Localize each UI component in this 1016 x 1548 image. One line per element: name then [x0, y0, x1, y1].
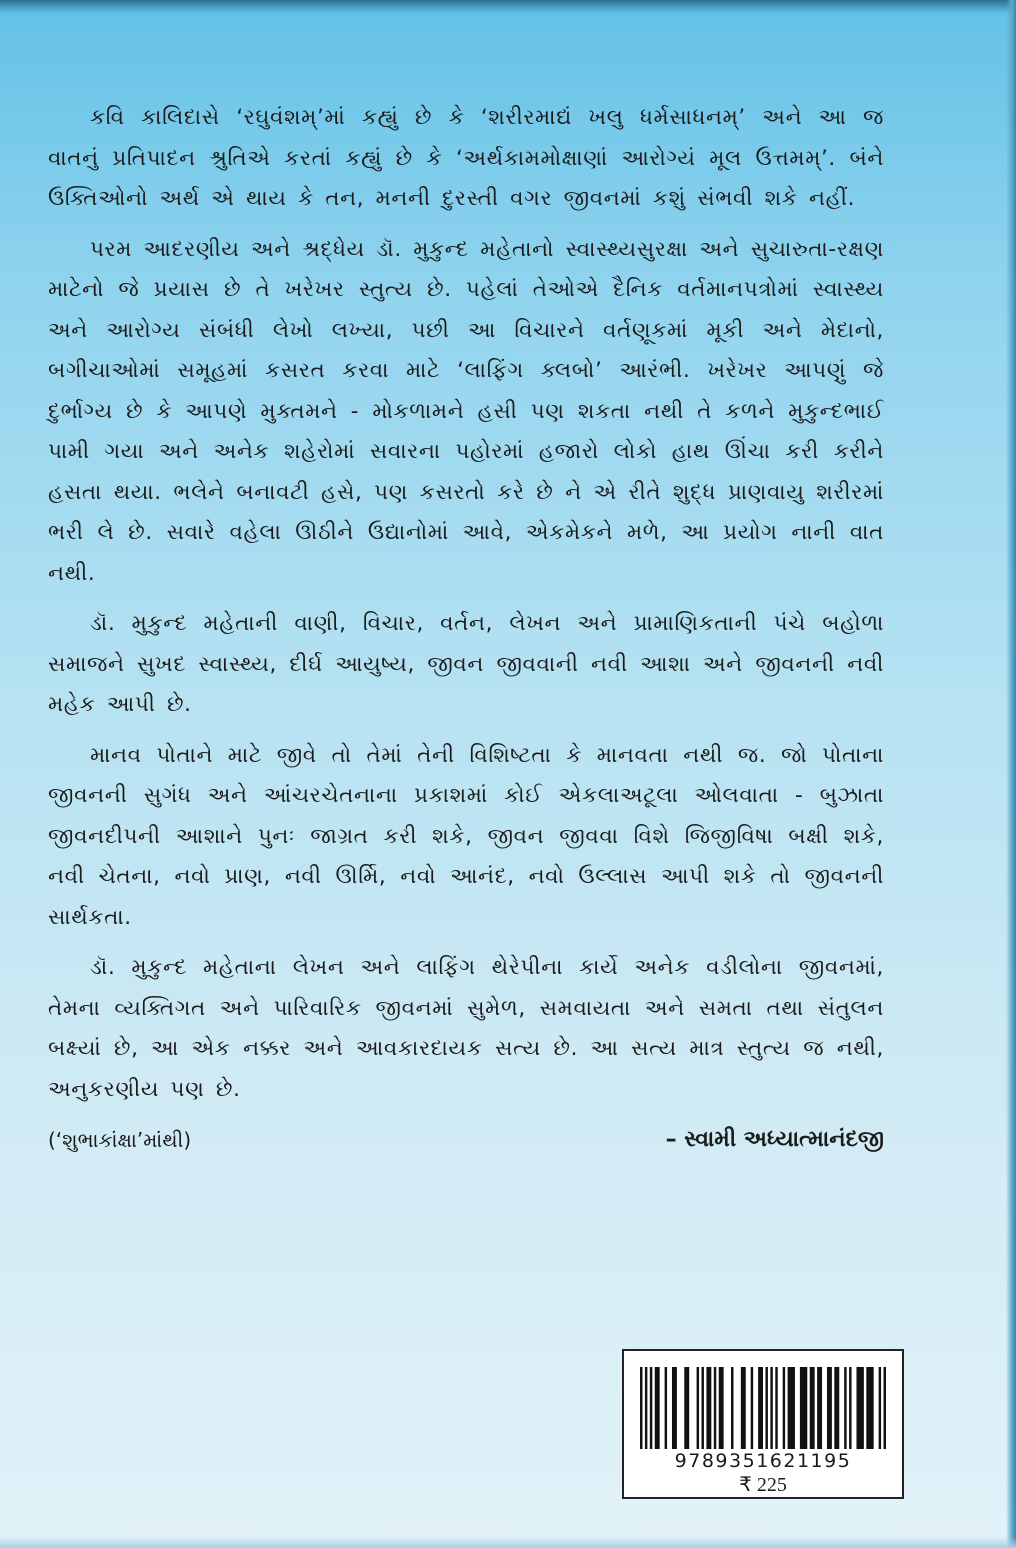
- blurb-text: [48, 98, 884, 1120]
- book-top-edge: [0, 0, 1016, 14]
- barcode-bar: [719, 1367, 724, 1449]
- barcode-bar: [645, 1367, 647, 1449]
- barcode-bar: [714, 1367, 716, 1449]
- barcode-bar: [817, 1367, 822, 1449]
- barcode-bar: [665, 1367, 667, 1449]
- paragraph-3: ડૉ. મુકુન્દ મહેતાની વાણી, વિચાર, વર્તન, લેખન અને પ્રામાણિકતાની પંચે બહોળા સમાજને સુખદ સ્વાસ્થ્ય, દીર્ઘ આયુષ્ય, જીવન જીવવાની નવી આશા અને જીવનની નવી મહેક આપી છે.: [48, 611, 884, 717]
- attribution-row: [48, 1120, 884, 1160]
- barcode-bar: [783, 1367, 785, 1449]
- barcode-bar: [827, 1367, 832, 1449]
- barcode-bar: [866, 1367, 873, 1449]
- barcode-sticker: [622, 1349, 904, 1499]
- paragraph-2: પરમ આદરણીય અને શ્રદ્ધેય ડૉ. મુકુન્દ મહેતાનો સ્વાસ્થ્યસુરક્ષા અને સુચારુતા-રક્ષણ માટેનો જે પ્રયાસ છે તે ખરેખર સ્તુત્ય છે. પહેલાં તેઓએ દૈનિક વર્તમાનપત્રોમાં સ્વાસ્થ્ય અને આરોગ્ય સંબંધી લેખો લખ્યા, પછી આ વિચારને વર્તણૂકમાં મૂકી અને મેદાનો, બગીચાઓમાં સમૂહમાં કસરત કરવા માટે ‘લાફિંગ ક્લબો’ આરંભી. ખરેખર આપણું જે દુર્ભાગ્ય છે કે આપણે મુક્તમને - મોકળામને હસી પણ શકતા નથી તે કળને મુકુન્દભાઈ પામી ગયા અને અનેક શહેરોમાં સવારના પહોરમાં હજારો લોકો હાથ ઊંચા કરી કરીને હસતા થયા. ભલેને બનાવટી હસે, પણ કસરતો કરે છે ને એ રીતે શુદ્ધ પ્રાણવાયુ શરીરમાં ભરી લે છે. સવારે વહેલા ઊઠીને ઉદ્યાનોમાં આવે, એકમેકને મળે, આ પ્રયોગ નાની વાત નથી.: [48, 236, 884, 586]
- barcode-bar: [640, 1367, 642, 1449]
- source-note: (‘શુભાકાંક્ષા’માંથી): [48, 1128, 192, 1152]
- paragraph-1: કવિ કાલિદાસે ‘રઘુવંશમ્’માં કહ્યું છે કે ‘શરીરમાદ્યં ખલુ ધર્મસાધનમ્’ અને આ જ વાતનું પ્રતિપાદન શ્રુતિએ કરતાં કહ્યું છે કે ‘અર્થકામમોક્ષાણાં આરોગ્યં મૂલ ઉત્તમમ્’. બંને ઉક્તિઓનો અર્થ એ થાય કે તન, મનની દુરસ્તી વગર જીવનમાં કશું સંભવી શકે નહીં.: [48, 105, 884, 211]
- barcode-bar: [706, 1367, 711, 1449]
- isbn-number: 9789351621195: [674, 1450, 852, 1472]
- barcode-bar: [856, 1367, 863, 1449]
- barcode-bar: [697, 1367, 699, 1449]
- barcode-bar: [810, 1367, 815, 1449]
- barcode-bar: [849, 1367, 851, 1449]
- barcode-bar: [741, 1367, 746, 1449]
- barcode-bar: [684, 1367, 689, 1449]
- barcode-bar: [731, 1367, 733, 1449]
- barcode-bar: [834, 1367, 839, 1449]
- book-spine-edge: [1006, 0, 1016, 1548]
- barcode-bar: [655, 1367, 660, 1449]
- barcode-bar: [775, 1367, 777, 1449]
- paragraph-5: ડૉ. મુકુન્દ મહેતાના લેખન અને લાફિંગ થેરેપીના કાર્યે અનેક વડીલોના જીવનમાં, તેમના વ્યક્તિગત અને પારિવારિક જીવનમાં સુમેળ, સમવાયતા અને સમતા તથા સંતુલન બક્ષ્યાં છે, આ એક નક્કર અને આવકારદાયક સત્ય છે. આ સત્ય માત્ર સ્તુત્ય જ નથી, અનુકરણીય પણ છે.: [48, 955, 884, 1102]
- barcode-bar: [884, 1367, 886, 1449]
- barcode-bar: [879, 1367, 881, 1449]
- barcode-bar: [800, 1367, 807, 1449]
- barcode-bar: [770, 1367, 772, 1449]
- barcode-bar: [788, 1367, 795, 1449]
- price-label: ₹ 225: [739, 1474, 787, 1496]
- barcode-bar: [672, 1367, 677, 1449]
- book-bottom-edge: [0, 1536, 1016, 1548]
- barcode-bar: [751, 1367, 753, 1449]
- barcode-bar: [765, 1367, 767, 1449]
- barcode-bar: [702, 1367, 704, 1449]
- author-signature: – સ્વામી અધ્યાત્માનંદજી: [665, 1127, 884, 1152]
- barcode-bar: [650, 1367, 652, 1449]
- barcode-bar: [844, 1367, 846, 1449]
- barcode-bars: [638, 1367, 888, 1449]
- barcode-bar: [758, 1367, 763, 1449]
- paragraph-4: માનવ પોતાને માટે જીવે તો તેમાં તેની વિશિષ્ટતા કે માનવતા નથી જ. જો પોતાના જીવનની સુગંધ અને આંચરચેતનાના પ્રકાશમાં કોઈ એકલાઅટૂલા ઓલવાતા - બુઝાતા જીવનદીપની આશાને પુનઃ જાગ્રત કરી શકે, જીવન જીવવા વિશે જિજીવિષા બક્ષી શકે, નવી ચેતના, નવો પ્રાણ, નવી ઊર્મિ, નવો આનંદ, નવો ઉલ્લાસ આપી શકે તો જીવનની સાર્થકતા.: [48, 742, 884, 930]
